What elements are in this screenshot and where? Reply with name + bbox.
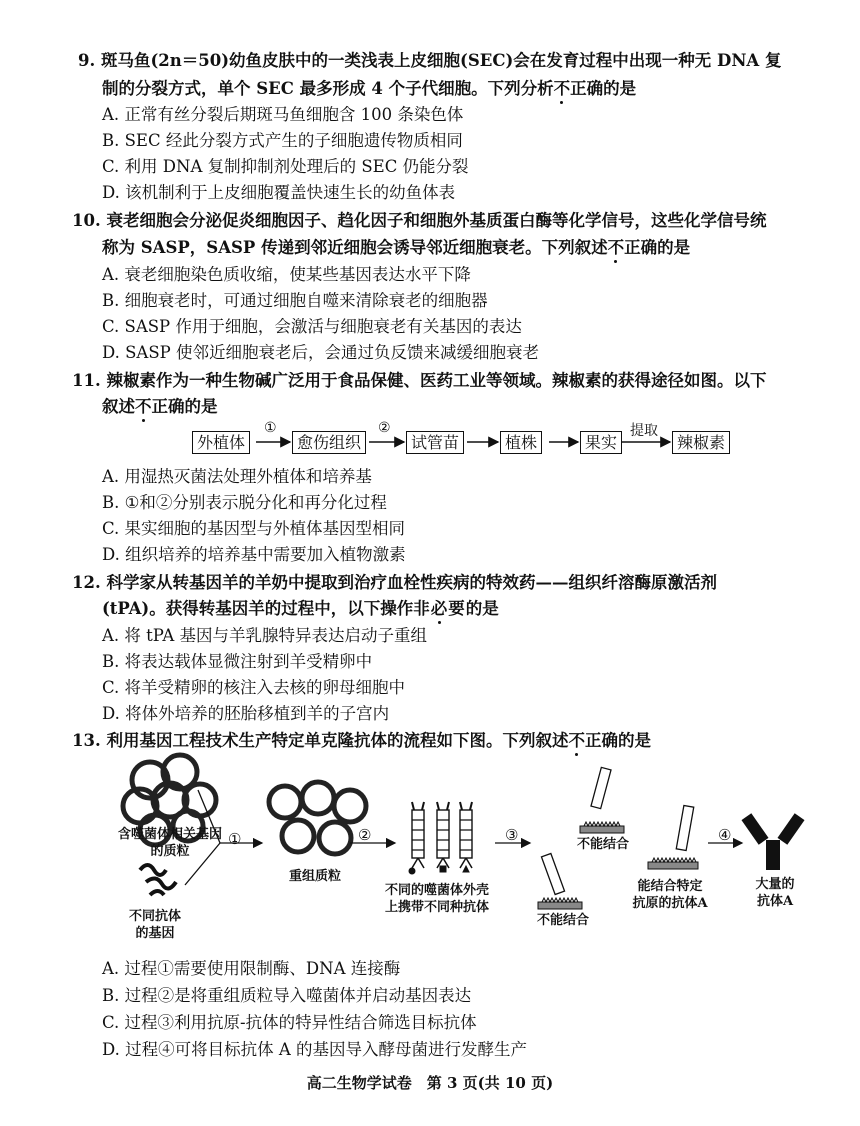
antibody-y [741, 813, 804, 870]
nonbinding-phage-top [580, 767, 624, 833]
emphasis-dot: 不 [553, 79, 571, 98]
q9-option-b: B. SEC 经此分裂方式产生的子细胞遗传物质相同 [102, 131, 463, 150]
q12-stem-line1: 12. 科学家从转基因羊的羊奶中提取到治疗血栓性疾病的特效药——组织纤溶酶原激活剂 [72, 573, 717, 592]
q10-stem-line1: 10. 衰老细胞会分泌促炎细胞因子、趋化因子和细胞外基质蛋白酶等化学信号，这些化学信号统 [72, 211, 767, 230]
q10-option-a: A. 衰老细胞染色质收缩，使某些基因表达水平下降 [102, 265, 471, 284]
label-nonbinding-bottom: 不能结合 [536, 913, 589, 928]
label-nonbinding-top: 不能结合 [576, 837, 629, 852]
q12-option-d: D. 将体外培养的胚胎移植到羊的子宫内 [102, 704, 390, 723]
q11-stem-line1: 11. 辣椒素作为一种生物碱广泛用于食品保健、医药工业等领域。辣椒素的获得途径如图。以下 [72, 371, 767, 390]
q12-option-a: A. 将 tPA 基因与羊乳腺特异表达启动子重组 [102, 626, 428, 645]
q10-option-b: B. 细胞衰老时，可通过细胞自噬来清除衰老的细胞器 [102, 291, 488, 310]
q10-stem-line2: 称为 SASP，SASP 传递到邻近细胞会诱导邻近细胞衰老。下列叙述不正确的是 [102, 238, 691, 257]
diagram-step-4: ④ [718, 826, 732, 844]
flow-node-explant: 外植体 [192, 431, 250, 454]
q9-option-a: A. 正常有丝分裂后期斑马鱼细胞含 100 条染色体 [102, 105, 464, 124]
flow-node-plantlet: 试管苗 [406, 431, 464, 454]
q10-option-c: C. SASP 作用于细胞，会激活与细胞衰老有关基因的表达 [102, 317, 522, 336]
label-mass-antibody-a: 大量的 抗体A [755, 877, 795, 909]
page-footer: 高二生物学试卷 第 3 页(共 10 页) [306, 1074, 554, 1092]
q11-option-c: C. 果实细胞的基因型与外植体基因型相同 [102, 519, 406, 538]
diagram-step-1: ① [228, 830, 242, 848]
diagram-step-3: ③ [505, 826, 519, 844]
binding-phage-antibody-a [648, 805, 698, 869]
flow-step-2: ② [378, 420, 391, 436]
q11-option-d: D. 组织培养的培养基中需要加入植物激素 [102, 545, 406, 564]
label-antibody-genes: 不同抗体 的基因 [128, 909, 181, 941]
q9-stem-line1: 9. 斑马鱼(2n＝50)幼鱼皮肤中的一类浅表上皮细胞(SEC)会在发育过程中出现一种无 DNA 复 [78, 51, 782, 70]
label-recombinant-plasmid: 重组质粒 [288, 869, 341, 884]
q9-option-c: C. 利用 DNA 复制抑制剂处理后的 SEC 仍能分裂 [102, 157, 469, 176]
q10-option-d: D. SASP 使邻近细胞衰老后，会通过负反馈来减缓细胞衰老 [102, 343, 540, 362]
q13-option-d: D. 过程④可将目标抗体 A 的基因导入酵母菌进行发酵生产 [102, 1040, 528, 1059]
flow-node-fruit: 果实 [580, 431, 622, 454]
q13-stem: 13. 利用基因工程技术生产特定单克隆抗体的流程如下图。下列叙述不正确的是 [72, 731, 651, 750]
emphasis-dot: 不 [607, 238, 625, 257]
flow-node-callus: 愈伤组织 [292, 431, 366, 454]
q13-option-a: A. 过程①需要使用限制酶、DNA 连接酶 [102, 959, 401, 978]
q9-option-d: D. 该机制利于上皮细胞覆盖快速生长的幼鱼体表 [102, 183, 456, 202]
q11-stem-line2: 叙述不正确的是 [102, 397, 218, 416]
q9-stem-line2: 制的分裂方式，单个 SEC 最多形成 4 个子代细胞。下列分析不正确的是 [102, 79, 637, 98]
q13-option-c: C. 过程③利用抗原-抗体的特异性结合筛选目标抗体 [102, 1013, 477, 1032]
emphasis-dot: 不 [568, 731, 585, 750]
q12-option-c: C. 将羊受精卵的核注入去核的卵母细胞中 [102, 678, 406, 697]
label-binding-antibody-a: 能结合特定 抗原的抗体A [632, 879, 708, 911]
label-plasmid: 含噬菌体相关基因的质粒 [117, 827, 222, 859]
diagram-step-2: ② [358, 826, 372, 844]
label-phage-display: 不同的噬菌体外壳 上携带不同种抗体 [384, 883, 489, 915]
flow-node-plant: 植株 [500, 431, 542, 454]
q13-option-b: B. 过程②是将重组质粒导入噬菌体并启动基因表达 [102, 986, 472, 1005]
emphasis-dot: 不 [135, 397, 152, 416]
q11-option-a: A. 用湿热灭菌法处理外植体和培养基 [102, 467, 372, 486]
q12-stem-line2: (tPA)。获得转基因羊的过程中，以下操作非必要的是 [102, 599, 499, 618]
emphasis-dot: 非必要 [413, 599, 466, 618]
flow-step-1: ① [264, 420, 277, 436]
flow-step-extract: 提取 [630, 423, 658, 439]
nonbinding-phage-bottom [538, 853, 582, 909]
q11-option-b: B. ①和②分别表示脱分化和再分化过程 [102, 493, 387, 512]
flow-node-capsaicin: 辣椒素 [672, 431, 730, 454]
phages [409, 802, 472, 874]
q12-option-b: B. 将表达载体显微注射到羊受精卵中 [102, 652, 373, 671]
antibody-gene-squiggles [140, 865, 176, 895]
